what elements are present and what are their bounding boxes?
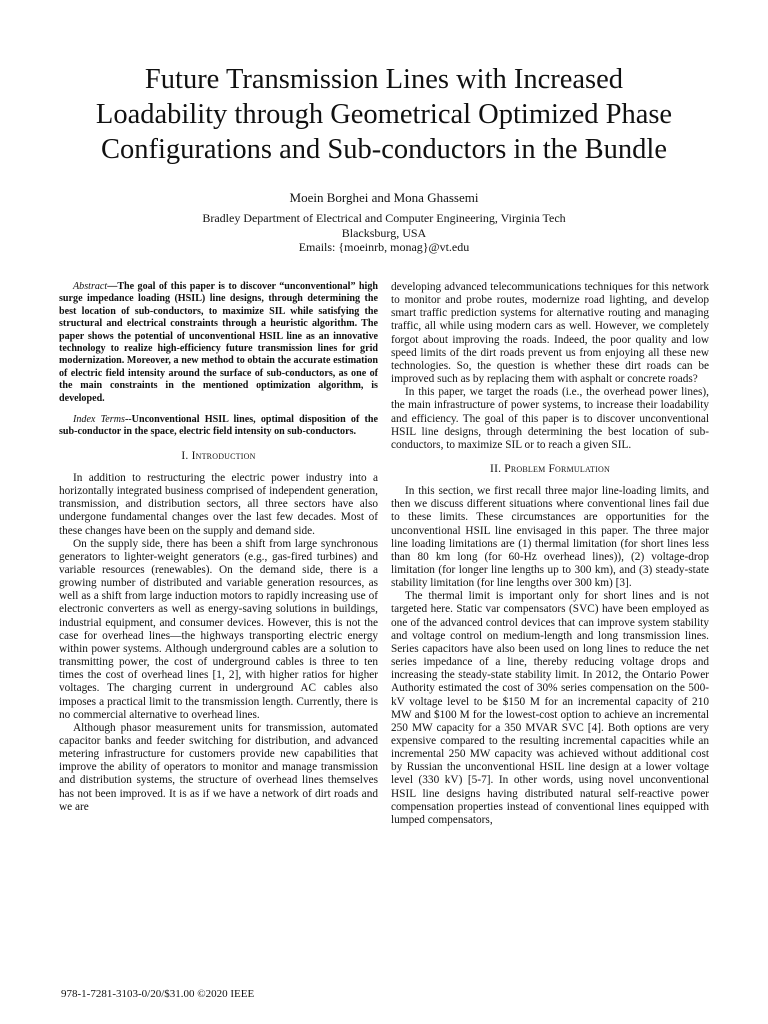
index-terms <box>59 414 378 439</box>
copyright-footer: 978-1-7281-3103-0/20/$31.00 ©2020 IEEE <box>61 988 255 1000</box>
authors: Moein Borghei and Mona Ghassemi <box>289 190 479 205</box>
problem-formulation-paragraph-1: In this section, we first recall three major line-loading limits, and then we discuss different situations where conventional lines fail due to these limits. These circumstances are opportunities for the unconventional HSIL line envisaged in this paper. The three major line loading limitations are (1) thermal limitation (for short lines less than 80 km long (for 60-Hz overhead lines)), (2) voltage-drop limitation (for longer line lengths up to 300 km), and (3) steady-state stability limitation (for line lengths over 300 km) [3]. <box>391 485 709 590</box>
index-terms-text: --Unconventional HSIL lines, optimal disposition of the sub-conductor in the space, electric field intensity on sub-conductors. <box>59 414 378 438</box>
intro-paragraph-4: In this paper, we target the roads (i.e., the overhead power lines), the main infrastructure of power systems, to increase their loadability and efficiency. The goal of this paper is to discover unconventional HSIL line designs, through determining the best location of sub-conductors, to maximize SIL or to reach a given SIL. <box>391 386 709 451</box>
right-column <box>391 281 709 827</box>
section-heading-problem-formulation: II. Problem Formulation <box>490 463 610 476</box>
index-terms-lead: Index Terms <box>73 414 125 426</box>
abstract <box>59 281 378 405</box>
intro-paragraph-continued: developing advanced telecommunications techniques for this network to monitor and probe routes, modernize road lighting, and develop smart traffic prediction systems for alternative routing and managing traffic, all while using modern cars as well. However, we completely forgot about improving the roads. Indeed, the poor quality and low speed limits of the dirt roads prevent us from enjoying all these new technologies. So, the question is whether these dirt roads can be improved such as by replacing them with asphalt or concrete roads? <box>391 281 709 386</box>
affiliation <box>40 211 728 255</box>
paper-title <box>40 62 728 167</box>
affiliation-emails: Emails: {moeinrb, monag}@vt.edu <box>298 240 470 254</box>
intro-paragraph-2: On the supply side, there has been a shift from large synchronous generators to lighter-weight generators (e.g., gas-fired turbines) and variable resources (renewables). On the demand side, there is a growing number of distributed and variable generation resources, as well as a shift from large induction motors to rapidly increasing use of electronic converters as well as energy-saving solutions in buildings, industrial equipment, and consumer devices. However, this is not the case for overhead lines—the highways transporting electric energy within power systems. Although underground cables are a solution to transmitting power, the cost of underground cables is three to ten times the cost of overhead lines [1, 2], with higher ratios for higher voltages. The charging current in underground AC cables also imposes a practical limit to the transmission length. Currently, there is no commercial alternative to overhead lines. <box>59 537 378 721</box>
intro-paragraph-1: In addition to restructuring the electric power industry into a horizontally integrated business comprised of independent generation, transmission, and distribution sectors, all three sectors have also undergone fundamental changes over the last few decades. Most of these changes have been on the supply and demand side. <box>59 471 378 537</box>
title-line-3: Configurations and Sub-conductors in the Bundle <box>101 134 667 165</box>
left-column <box>59 281 378 814</box>
intro-paragraph-3: Although phasor measurement units for transmission, automated capacitor banks and feeder switching for distribution, and advanced metering infrastructure for customers provide new capabilities that improve the ability of operators to monitor and manage transmission and distribution systems, the structure of overhead lines themselves has not been improved. It is as if we have a network of dirt roads and we are <box>59 721 378 813</box>
affiliation-department: Bradley Department of Electrical and Computer Engineering, Virginia Tech <box>202 211 566 225</box>
problem-formulation-paragraph-2: The thermal limit is important only for short lines and is not targeted here. Static var compensators (SVC) have been employed as one of the advanced control devices that can improve system stability and voltage control on medium-length and long transmission lines. Series capacitors have also been used on long lines to reduce the net series impedance of a line, thereby reducing voltage drops and increasing the steady-state stability limit. In 2012, the Ontario Power Authority estimated the cost of 30% series compensation on the 500-kV voltage level to be $150 M for an incremental capacity of 210 MW and $100 M for the lowest-cost option to achieve an incremental 250 MW capacity for a 350 MVAR SVC [4]. Both options are very expensive compared to the resulting incremental capacities while an incremental 250 MW capacity was achieved without additional cost by Russian the unconventional HSIL line design at a lower voltage level (330 kV) [5-7]. In other words, using novel unconventional HSIL line designs having distributed natural self-reactive power compensation properties instead of conventional lines equipped with lumped compensators, <box>391 590 709 826</box>
abstract-text: —The goal of this paper is to discover “unconventional” high surge impedance loading (HSIL) line designs, through determining the best location of sub-conductors, to maximize SIL while satisfying the structural and electrical constraints through a heuristic algorithm. The paper shows the potential of unconventional HSIL line as an innovative technology to realize high-efficiency future transmission lines for grid modernization. Moreover, a new method to obtain the accurate estimation of electric field intensity around the surface of sub-conductors, as one of the main constraints in the mentioned optimization algorithm, is developed. <box>59 281 378 404</box>
abstract-lead: Abstract <box>73 281 108 292</box>
title-line-2: Loadability through Geometrical Optimized Phase <box>95 99 673 130</box>
affiliation-location: Blacksburg, USA <box>341 225 427 240</box>
title-line-1: Future Transmission Lines with Increased <box>144 64 624 95</box>
section-heading-introduction: I. Introduction <box>181 449 256 462</box>
